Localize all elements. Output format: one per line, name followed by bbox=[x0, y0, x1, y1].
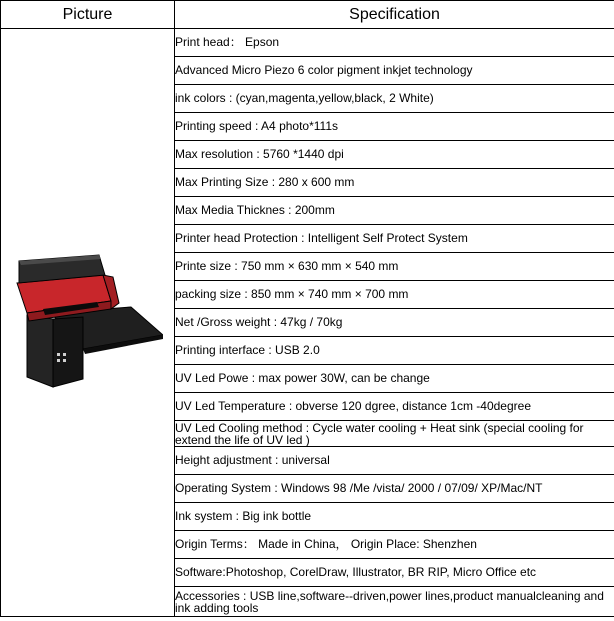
spec-uv-led-power: UV Led Powe : max power 30W, can be change bbox=[175, 365, 614, 393]
picture-header: Picture bbox=[1, 1, 175, 29]
spec-head-protection: Printer head Protection : Intelligent Self Protect System bbox=[175, 225, 614, 253]
spec-accessories: Accessories : USB line,software--driven,power lines,product manualcleaning and ink adding tools bbox=[175, 587, 614, 617]
spec-max-media-thickness: Max Media Thicknes : 200mm bbox=[175, 197, 614, 225]
spec-printer-size: Printe size : 750 mm × 630 mm × 540 mm bbox=[175, 253, 614, 281]
printer-image bbox=[13, 253, 163, 393]
spec-packing-size: packing size : 850 mm × 740 mm × 700 mm bbox=[175, 281, 614, 309]
table-row bbox=[1, 29, 614, 57]
spec-interface: Printing interface : USB 2.0 bbox=[175, 337, 614, 365]
spec-weight: Net /Gross weight : 47kg / 70kg bbox=[175, 309, 614, 337]
spec-origin: Origin Terms： Made in China， Origin Place: Shenzhen bbox=[175, 531, 614, 559]
spec-uv-led-temperature: UV Led Temperature : obverse 120 dgree, distance 1cm -40degree bbox=[175, 393, 614, 421]
spec-uv-led-cooling: UV Led Cooling method : Cycle water cooling + Heat sink (special cooling for extend the life of UV led ) bbox=[175, 421, 614, 447]
spec-operating-system: Operating System : Windows 98 /Me /vista/ 2000 / 07/09/ XP/Mac/NT bbox=[175, 475, 614, 503]
spec-printing-speed: Printing speed : A4 photo*111s bbox=[175, 113, 614, 141]
picture-cell bbox=[1, 29, 175, 617]
spec-technology: Advanced Micro Piezo 6 color pigment inkjet technology bbox=[175, 57, 614, 85]
spec-ink-colors: ink colors : (cyan,magenta,yellow,black, 2 White) bbox=[175, 85, 614, 113]
specification-header: Specification bbox=[175, 1, 614, 29]
spec-max-resolution: Max resolution : 5760 *1440 dpi bbox=[175, 141, 614, 169]
printer-base bbox=[27, 315, 53, 387]
spec-max-printing-size: Max Printing Size : 280 x 600 mm bbox=[175, 169, 614, 197]
spec-height-adjustment: Height adjustment : universal bbox=[175, 447, 614, 475]
header-row bbox=[1, 1, 614, 29]
spec-software: Software:Photoshop, CorelDraw, Illustrator, BR RIP, Micro Office etc bbox=[175, 559, 614, 587]
spec-ink-system: Ink system : Big ink bottle bbox=[175, 503, 614, 531]
spec-print-head: Print head： Epson bbox=[175, 29, 614, 57]
